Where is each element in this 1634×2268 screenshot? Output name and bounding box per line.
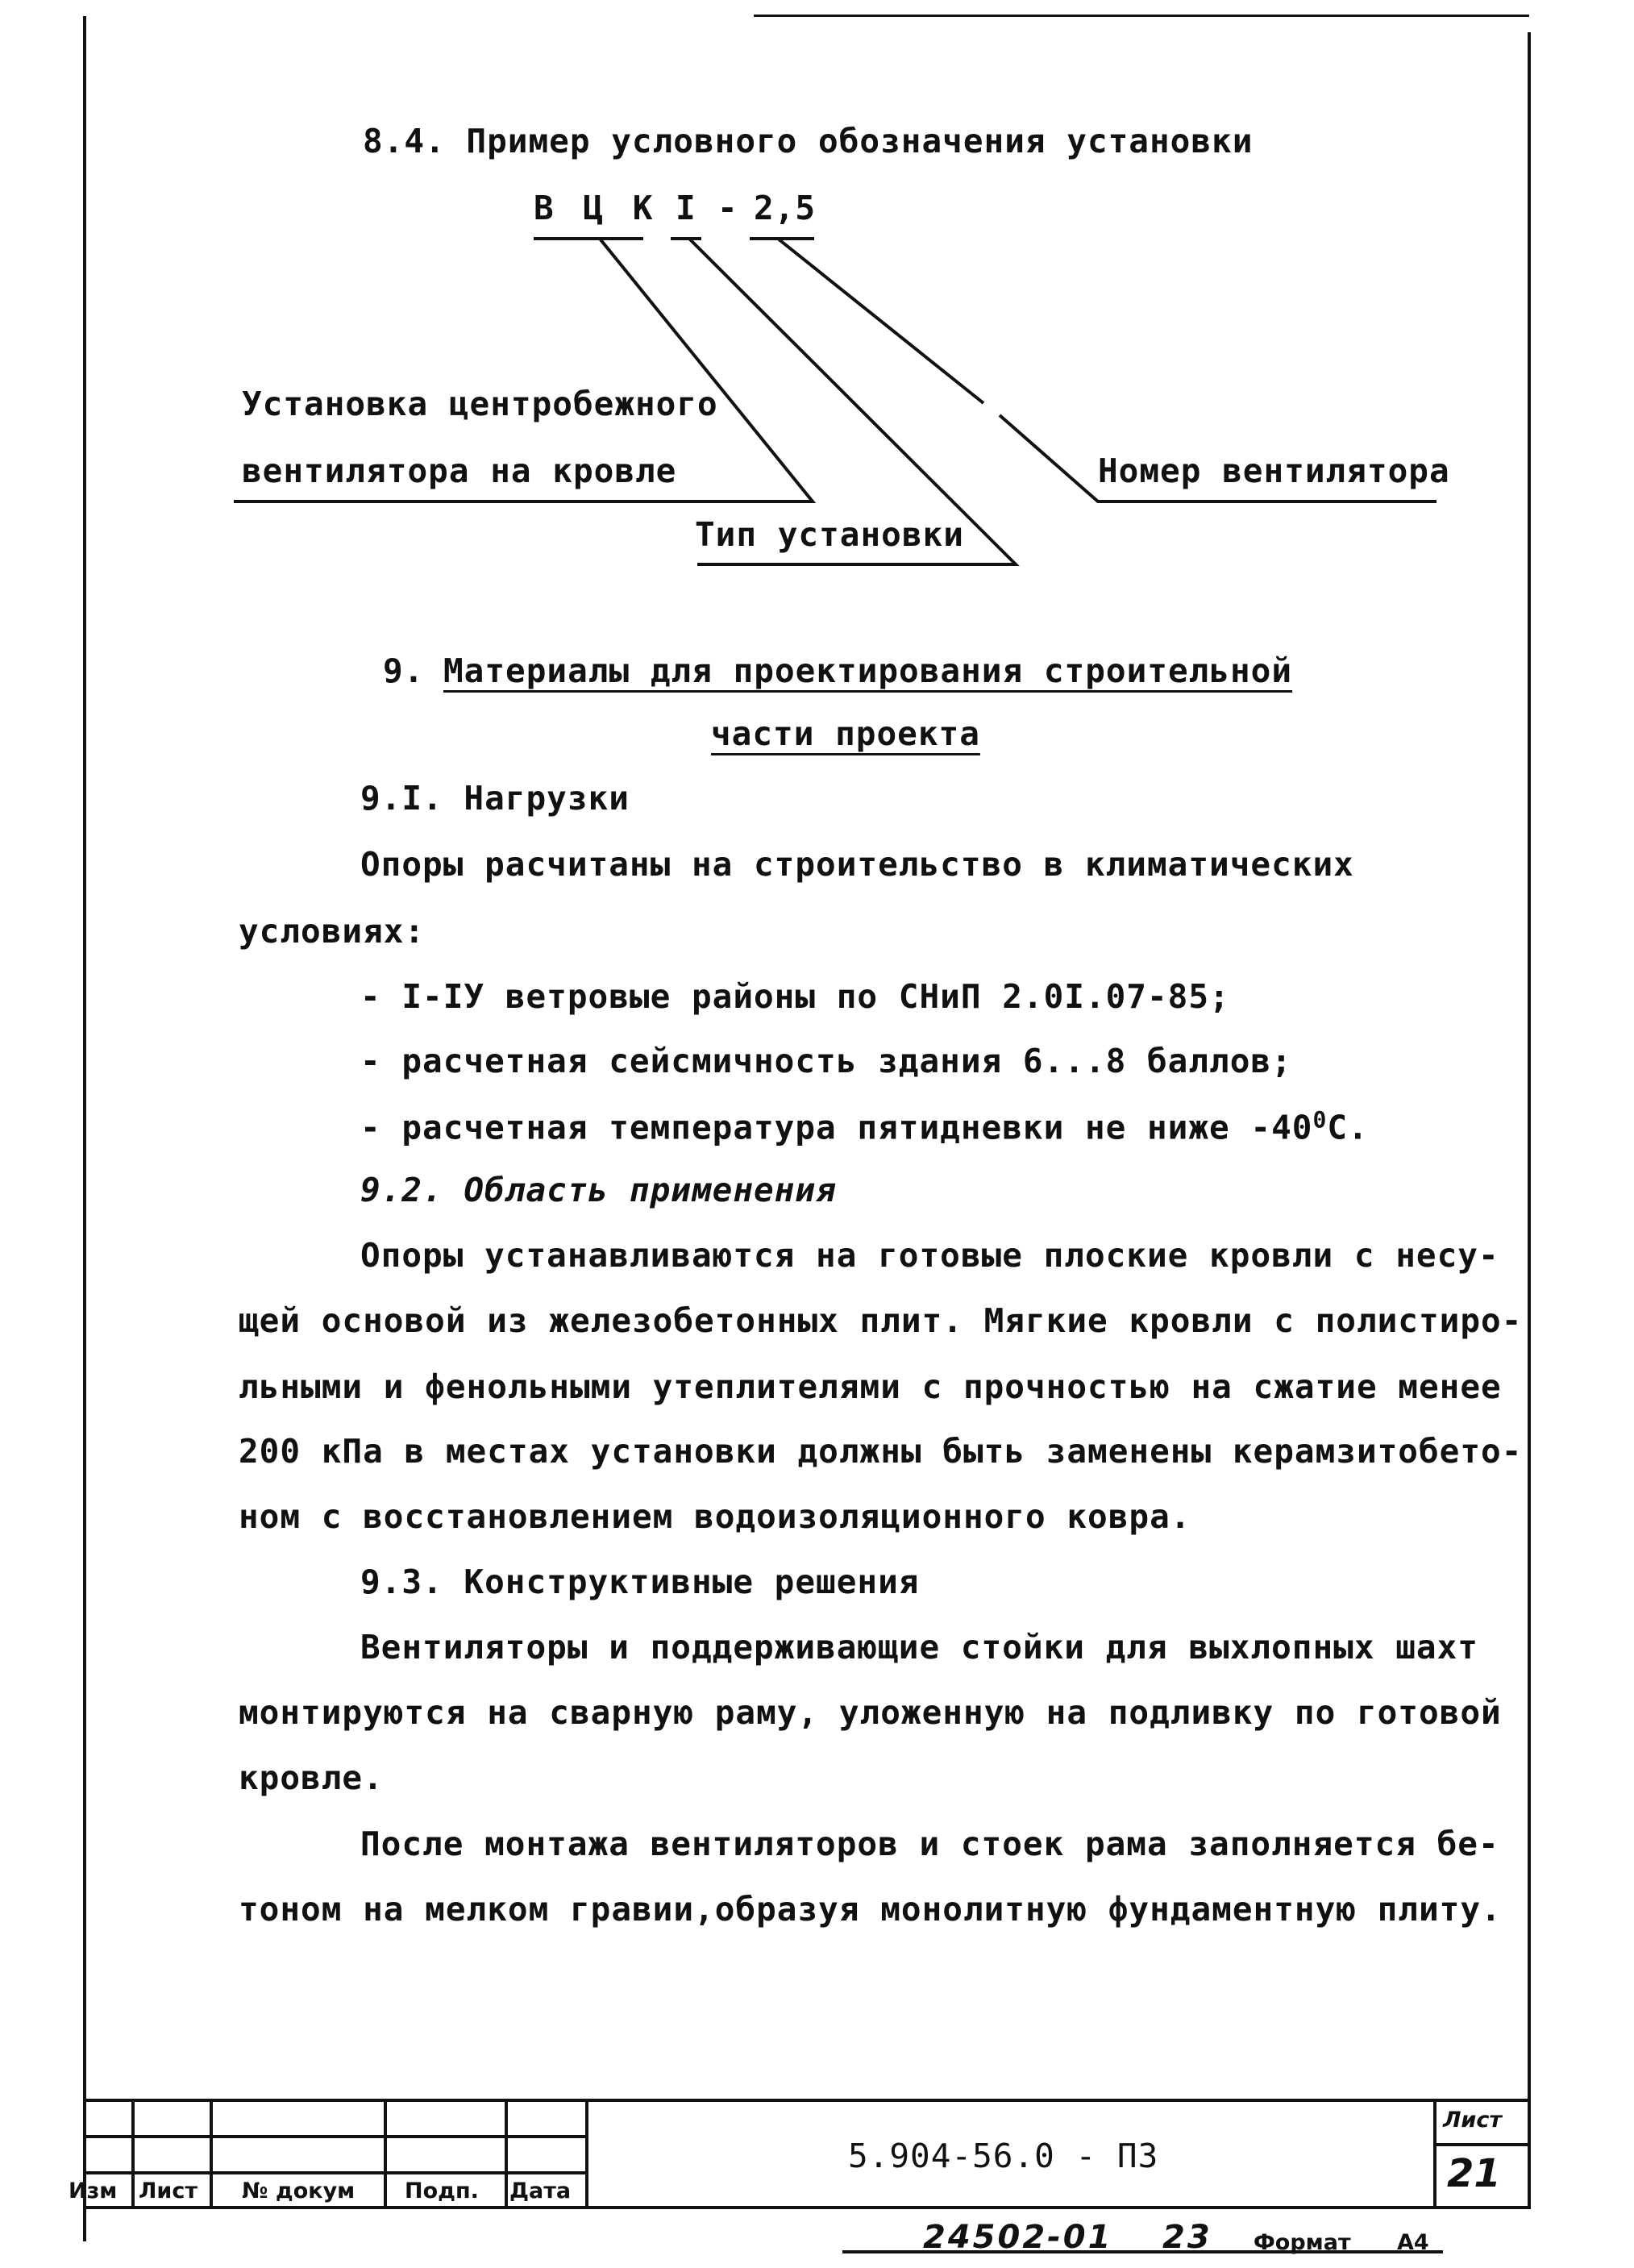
label-installation-line1: Установка центробежного <box>242 385 718 423</box>
leader-number <box>778 239 983 403</box>
designation-heading: 8.4. Пример условного обозначения установки <box>363 122 1254 160</box>
design-line-3: кровле. <box>239 1758 384 1797</box>
code-part-type: I <box>676 189 696 227</box>
stamp-sheet-number: 21 <box>1447 2151 1501 2196</box>
loads-item-wind: - I-IУ ветровые районы по СНиП 2.0I.07-85; <box>360 977 1230 1016</box>
application-heading: 9.2. Область применения <box>360 1171 837 1209</box>
design-para2-line-2: тоном на мелком гравии,образуя монолитную фундаментную плиту. <box>239 1890 1502 1929</box>
design-para2-line-1: После монтажа вентиляторов и стоек рама заполняется бе- <box>360 1825 1499 1863</box>
loads-intro-line1: Опоры расчитаны на строительство в климатических <box>360 845 1354 884</box>
stamp-sheet-label: Лист <box>1443 2108 1502 2133</box>
design-line-1: Вентиляторы и поддерживающие стойки для выхлопных шахт <box>360 1628 1478 1667</box>
design-line-2: монтируются на сварную раму, уложенную на подливку по готовой <box>239 1693 1502 1732</box>
loads-item-seismic: - расчетная сейсмичность здания 6...8 баллов; <box>360 1042 1292 1080</box>
label-installation-type: Тип установки <box>695 515 964 554</box>
application-line-4: 200 кПа в местах установки должны быть заменены керамзитобето- <box>239 1432 1523 1471</box>
application-line-5: ном с восстановлением водоизоляционного ковра. <box>239 1497 1191 1536</box>
code-part-vck: В Ц К <box>534 189 658 227</box>
temperature-text: - расчетная температура пятидневки не ниже -40 <box>360 1108 1313 1147</box>
frame-right-border <box>1528 32 1531 2209</box>
stamp-col-sign: Подп. <box>405 2179 479 2203</box>
loads-item-temperature <box>360 1106 1369 1147</box>
code-part-dash: - <box>717 189 738 227</box>
code-part-number: 2,5 <box>754 189 817 227</box>
stamp-col-doc: № докум <box>242 2179 355 2203</box>
section9-title-line2: части проекта <box>711 714 980 753</box>
stamp-col-sheet: Лист <box>139 2179 197 2203</box>
loads-heading: 9.I. Нагрузки <box>360 779 630 818</box>
section9-title-line1: Материалы для проектирования строительной <box>443 651 1293 690</box>
temperature-degree: 0 <box>1312 1106 1328 1133</box>
stamp-doc-code: 5.904-56.0 - ПЗ <box>848 2137 1159 2175</box>
stamp-col-change: Изм <box>69 2179 118 2203</box>
application-line-3: льными и фенольными утеплителями с прочностью на сжатие менее <box>239 1367 1502 1406</box>
frame-left-border <box>83 16 86 2241</box>
footer-inventory-number: 24502-01 <box>923 2219 1113 2256</box>
application-line-1: Опоры устанавливаются на готовые плоские кровли с несу- <box>360 1236 1499 1275</box>
footer-format-label: Формат <box>1254 2230 1351 2255</box>
section9-number: 9. <box>383 651 425 690</box>
footer-format-value: А4 <box>1397 2230 1429 2255</box>
label-fan-number: Номер вентилятора <box>1098 452 1450 490</box>
design-heading: 9.3. Конструктивные решения <box>360 1563 920 1601</box>
label-installation-line2: вентилятора на кровле <box>242 452 677 490</box>
application-line-2: щей основой из железобетонных плит. Мягкие кровли с полистиро- <box>239 1301 1523 1340</box>
footer-page-number: 23 <box>1162 2219 1212 2256</box>
frame-top-border <box>754 15 1529 17</box>
loads-intro-line2: условиях: <box>239 912 426 951</box>
temperature-unit: С. <box>1327 1108 1369 1147</box>
stamp-col-date: Дата <box>509 2179 572 2203</box>
